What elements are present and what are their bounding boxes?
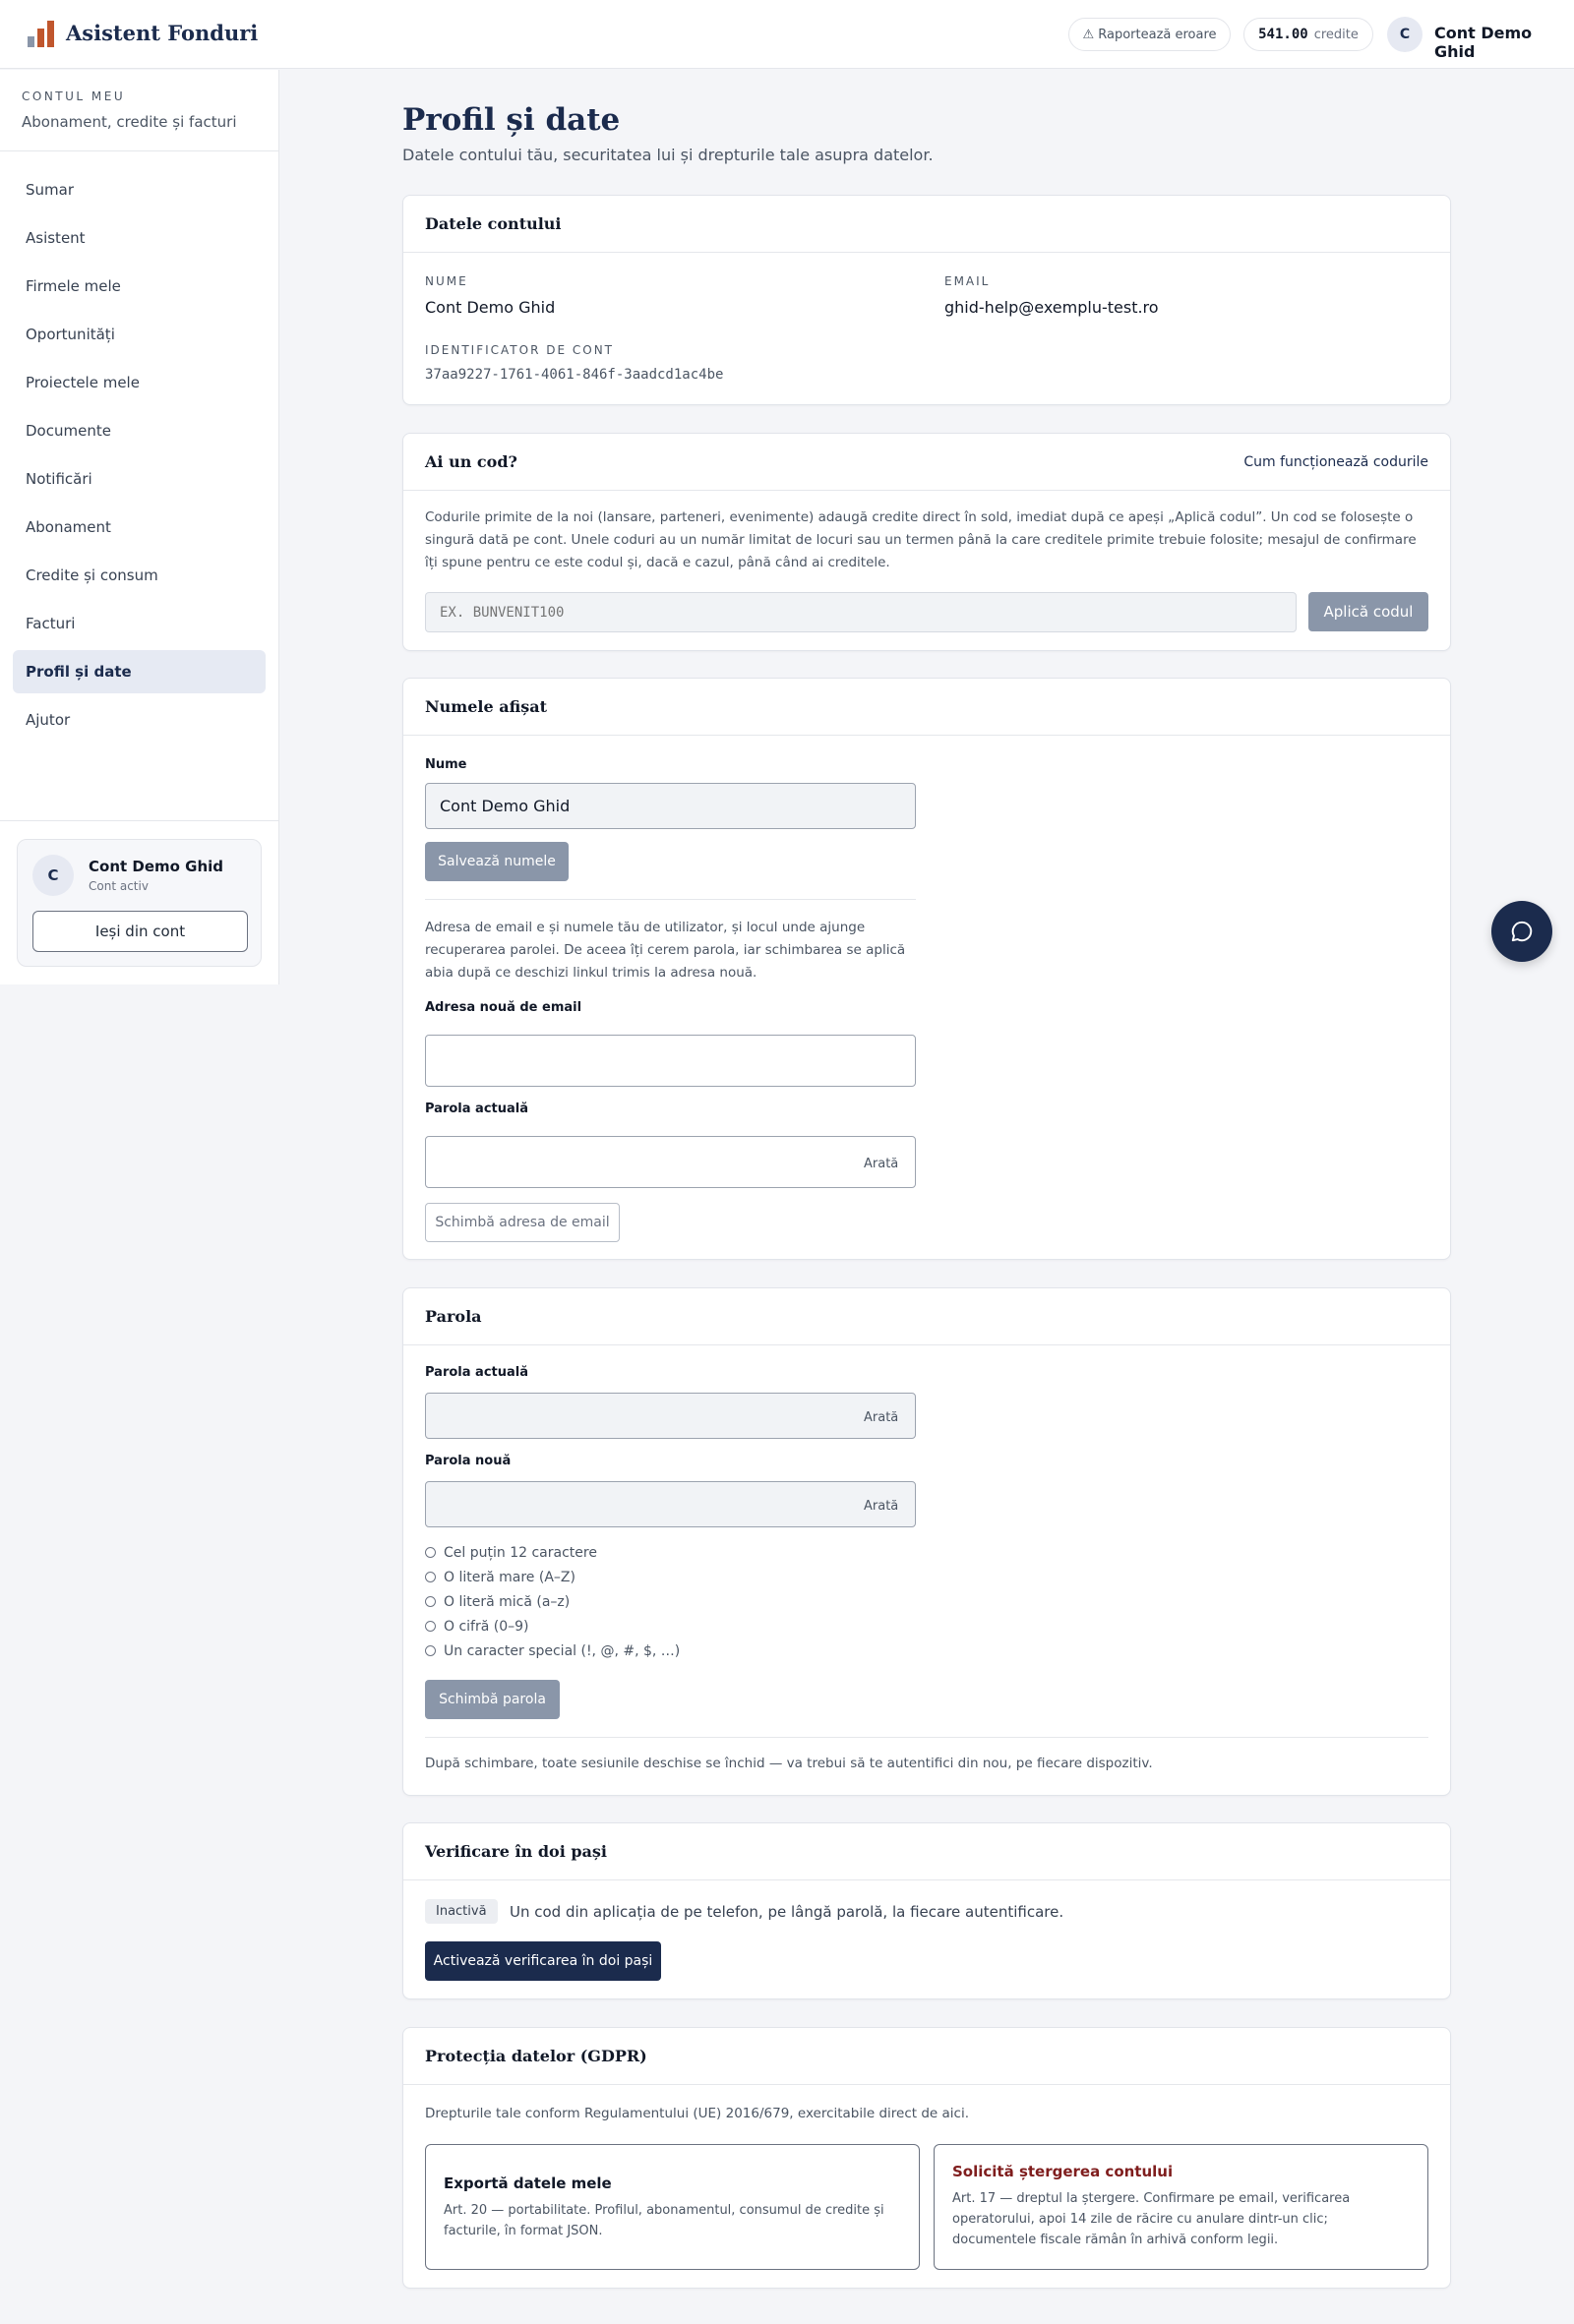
activate-two-factor-button[interactable]: Activează verificarea în doi pași: [425, 1941, 661, 1981]
display-name-card: [402, 678, 1451, 1260]
password-note: După schimbare, toate sesiunile deschise se închid — va trebui să te autentifici din nou, pe fiecare dispozitiv.: [425, 1756, 1153, 1771]
user-card-status: Cont activ: [89, 879, 149, 893]
two-factor-desc: Un cod din aplicația de pe telefon, pe lângă parolă, la fiecare autentificare.: [510, 1903, 1064, 1921]
two-factor-title: Verificare în doi pași: [425, 1842, 607, 1861]
sidebar-kicker: CONTUL MEU: [22, 89, 126, 103]
delete-account-desc: Art. 17 — dreptul la ștergere. Confirmare pe email, verificarea operatorului, apoi 14 zile de răcire cu anulare dintr-un clic; documentele fiscale rămân în arhivă conform legii.: [952, 2191, 1351, 2247]
export-data-title: Exportă datele mele: [444, 2175, 612, 2192]
gdpr-desc: Drepturile tale conform Regulamentului (UE) 2016/679, exercitabile direct de aici.: [425, 2106, 970, 2121]
sidebar-subtitle: Abonament, credite și facturi: [22, 113, 237, 131]
sidebar-divider: [0, 150, 278, 151]
rule-circle-icon: [425, 1596, 436, 1607]
promo-code-input[interactable]: [425, 592, 1297, 632]
password-new-label: Parola nouă: [425, 1454, 512, 1468]
rule-text: Cel puțin 12 caractere: [444, 1544, 597, 1561]
password-rules-list: [425, 1540, 680, 1663]
display-name-input[interactable]: [425, 783, 916, 829]
display-name-label: Nume: [425, 757, 467, 772]
promo-code-title: Ai un cod?: [425, 452, 517, 471]
sidebar-nav: [13, 168, 266, 746]
header-user-name[interactable]: Cont Demo Ghid: [1434, 24, 1533, 61]
rule-text: O cifră (0–9): [444, 1618, 529, 1635]
brand-name: Asistent Fonduri: [66, 21, 259, 45]
report-error-button[interactable]: ⚠ Raportează eroare: [1068, 18, 1231, 51]
rule-text: Un caracter special (!, @, #, $, …): [444, 1642, 681, 1659]
email-change-desc: Adresa de email e și numele tău de utilizator, și locul unde ajunge recuperarea parolei. De aceea îți cerem parola, iar schimbarea se aplică abia după ce deschizi linkul trimis la adresa nouă.: [425, 920, 906, 981]
sidebar-item-credite[interactable]: Credite și consum: [26, 566, 158, 584]
password-current-label: Parola actuală: [425, 1365, 528, 1380]
password-rule: [425, 1639, 680, 1663]
user-card-name: Cont Demo Ghid: [89, 858, 224, 875]
rule-circle-icon: [425, 1572, 436, 1582]
display-name-divider: [425, 899, 916, 900]
rule-text: O literă mare (A–Z): [444, 1569, 575, 1585]
account-card: [402, 195, 1451, 405]
password-rule: [425, 1614, 680, 1639]
sidebar-item-ajutor[interactable]: Ajutor: [26, 711, 71, 729]
change-password-button[interactable]: Schimbă parola: [425, 1680, 560, 1719]
how-codes-work-link[interactable]: Cum funcționează codurile: [1243, 453, 1428, 470]
password-rule: [425, 1589, 680, 1614]
sidebar-item-profil[interactable]: Profil și date: [13, 650, 266, 693]
account-name-value: Cont Demo Ghid: [425, 298, 556, 317]
export-data-button[interactable]: [425, 2144, 920, 2270]
save-name-button[interactable]: Salvează numele: [425, 842, 569, 881]
password-divider: [425, 1737, 1428, 1738]
page-title: Profil și date: [402, 102, 621, 138]
avatar[interactable]: C: [1387, 17, 1423, 52]
rule-circle-icon: [425, 1547, 436, 1558]
sidebar-item-asistent[interactable]: Asistent: [26, 229, 86, 247]
chat-button[interactable]: [1491, 901, 1552, 962]
user-card: [17, 839, 262, 967]
sidebar-item-oportunitati[interactable]: Oportunități: [26, 326, 115, 343]
sidebar-item-firmele-mele[interactable]: Firmele mele: [26, 277, 121, 295]
rule-circle-icon: [425, 1621, 436, 1632]
top-bar: [0, 0, 1574, 69]
sidebar-item-documente[interactable]: Documente: [26, 422, 111, 440]
show-password-toggle[interactable]: Arată: [864, 1157, 899, 1171]
password-rule: [425, 1565, 680, 1589]
password-card-title: Parola: [425, 1307, 482, 1326]
password-current-input[interactable]: [425, 1393, 916, 1439]
delete-account-button[interactable]: [934, 2144, 1428, 2270]
logo[interactable]: [28, 20, 258, 47]
show-new-password-toggle[interactable]: Arată: [864, 1499, 899, 1514]
sidebar-item-sumar[interactable]: Sumar: [26, 181, 74, 199]
gdpr-title: Protecția datelor (GDPR): [425, 2047, 647, 2065]
chat-bubble-icon: [1509, 919, 1535, 944]
password-new-input[interactable]: [425, 1481, 916, 1527]
logo-bars-icon: [28, 20, 54, 47]
sidebar-divider-bottom: [0, 820, 278, 821]
new-email-label: Adresa nouă de email: [425, 1000, 582, 1015]
account-email-label: EMAIL: [944, 274, 991, 288]
email-current-password-input[interactable]: [425, 1136, 916, 1188]
rule-circle-icon: [425, 1645, 436, 1656]
page-subtitle: Datele contului tău, securitatea lui și drepturile tale asupra datelor.: [402, 146, 934, 164]
sidebar-item-facturi[interactable]: Facturi: [26, 615, 76, 632]
show-current-password-toggle[interactable]: Arată: [864, 1410, 899, 1425]
account-email-value: ghid-help@exemplu-test.ro: [944, 298, 1159, 317]
promo-code-card: [402, 433, 1451, 651]
two-factor-card: [402, 1822, 1451, 1999]
status-badge: Inactivă: [425, 1899, 498, 1924]
apply-code-button[interactable]: Aplică codul: [1308, 592, 1428, 631]
credits-value: 541.00: [1258, 27, 1308, 42]
display-name-title: Numele afișat: [425, 697, 547, 716]
change-email-button[interactable]: Schimbă adresa de email: [425, 1203, 620, 1242]
password-card: [402, 1287, 1451, 1796]
sidebar: [0, 70, 279, 984]
account-name-label: NUME: [425, 274, 468, 288]
password-rule: [425, 1540, 680, 1565]
gdpr-card: [402, 2027, 1451, 2289]
current-password-label: Parola actuală: [425, 1102, 528, 1116]
user-card-avatar: C: [32, 855, 74, 896]
sidebar-item-notificari[interactable]: Notificări: [26, 470, 92, 488]
account-id-label: IDENTIFICATOR DE CONT: [425, 343, 614, 357]
account-id-value: 37aa9227-1761-4061-846f-3aadcd1ac4be: [425, 367, 724, 383]
promo-code-desc: Codurile primite de la noi (lansare, parteneri, evenimente) adaugă credite direct în sold, imediat după ce apeși „Aplică codul”. Un cod se folosește o singură dată pe cont. Unele coduri au un număr limitat de locuri sau un termen până la care creditele primite trebuie folosite; mesajul de confirmare îți spune pentru ce este codul și, dacă e cazul, până când ai creditele.: [425, 509, 1417, 570]
delete-account-title: Solicită ștergerea contului: [952, 2163, 1174, 2180]
new-email-input[interactable]: [425, 1035, 916, 1087]
account-card-title: Datele contului: [425, 214, 562, 233]
rule-text: O literă mică (a–z): [444, 1593, 571, 1610]
sidebar-item-abonament[interactable]: Abonament: [26, 518, 111, 536]
export-data-desc: Art. 20 — portabilitate. Profilul, abonamentul, consumul de credite și facturile, în format JSON.: [444, 2203, 884, 2238]
credits-label: credite: [1313, 27, 1359, 42]
credits-balance[interactable]: [1243, 18, 1373, 51]
sidebar-item-proiectele-mele[interactable]: Proiectele mele: [26, 374, 140, 391]
logout-button[interactable]: Ieși din cont: [32, 911, 248, 952]
